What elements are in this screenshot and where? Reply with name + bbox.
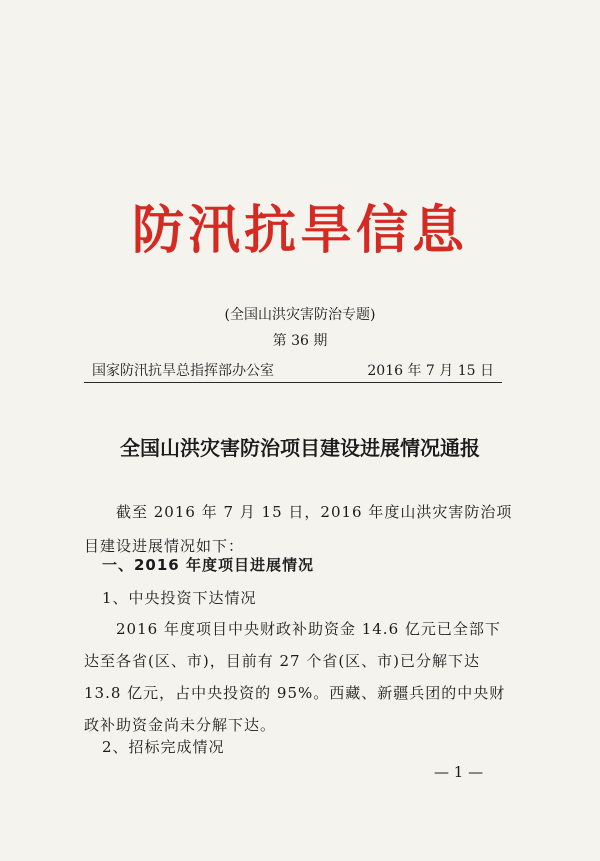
issuer-name: 国家防汛抗旱总指挥部办公室 bbox=[92, 363, 274, 379]
article-title: 全国山洪灾害防治项目建设进展情况通报 bbox=[120, 436, 480, 460]
section-heading: 一、2016 年度项目进展情况 bbox=[102, 556, 314, 574]
subsection-body-1: 2016 年度项目中央财政补助资金 14.6 亿元已全部下达至各省(区、市)，目前有 27 个省(区、市)已分解下达 13.8 亿元，占中央投资的 95%。西藏、新疆兵团的中央财政补助资金尚未分解下达。 bbox=[84, 620, 506, 734]
issue-date: 2016 年 7 月 15 日 bbox=[367, 363, 494, 379]
masthead-title: 防汛抗旱信息 bbox=[131, 200, 468, 261]
subsection-heading-1: 1、中央投资下达情况 bbox=[102, 589, 257, 607]
bulletin-subtitle: (全国山洪灾害防治专题) bbox=[224, 307, 376, 323]
intro-paragraph: 截至 2016 年 7 月 15 日，2016 年度山洪灾害防治项目建设进展情况如下： bbox=[84, 503, 513, 555]
header-divider bbox=[84, 382, 502, 383]
subsection-heading-2: 2、招标完成情况 bbox=[102, 738, 225, 756]
page-number: — 1 — bbox=[434, 763, 484, 781]
issue-number: 第 36 期 bbox=[272, 333, 328, 349]
